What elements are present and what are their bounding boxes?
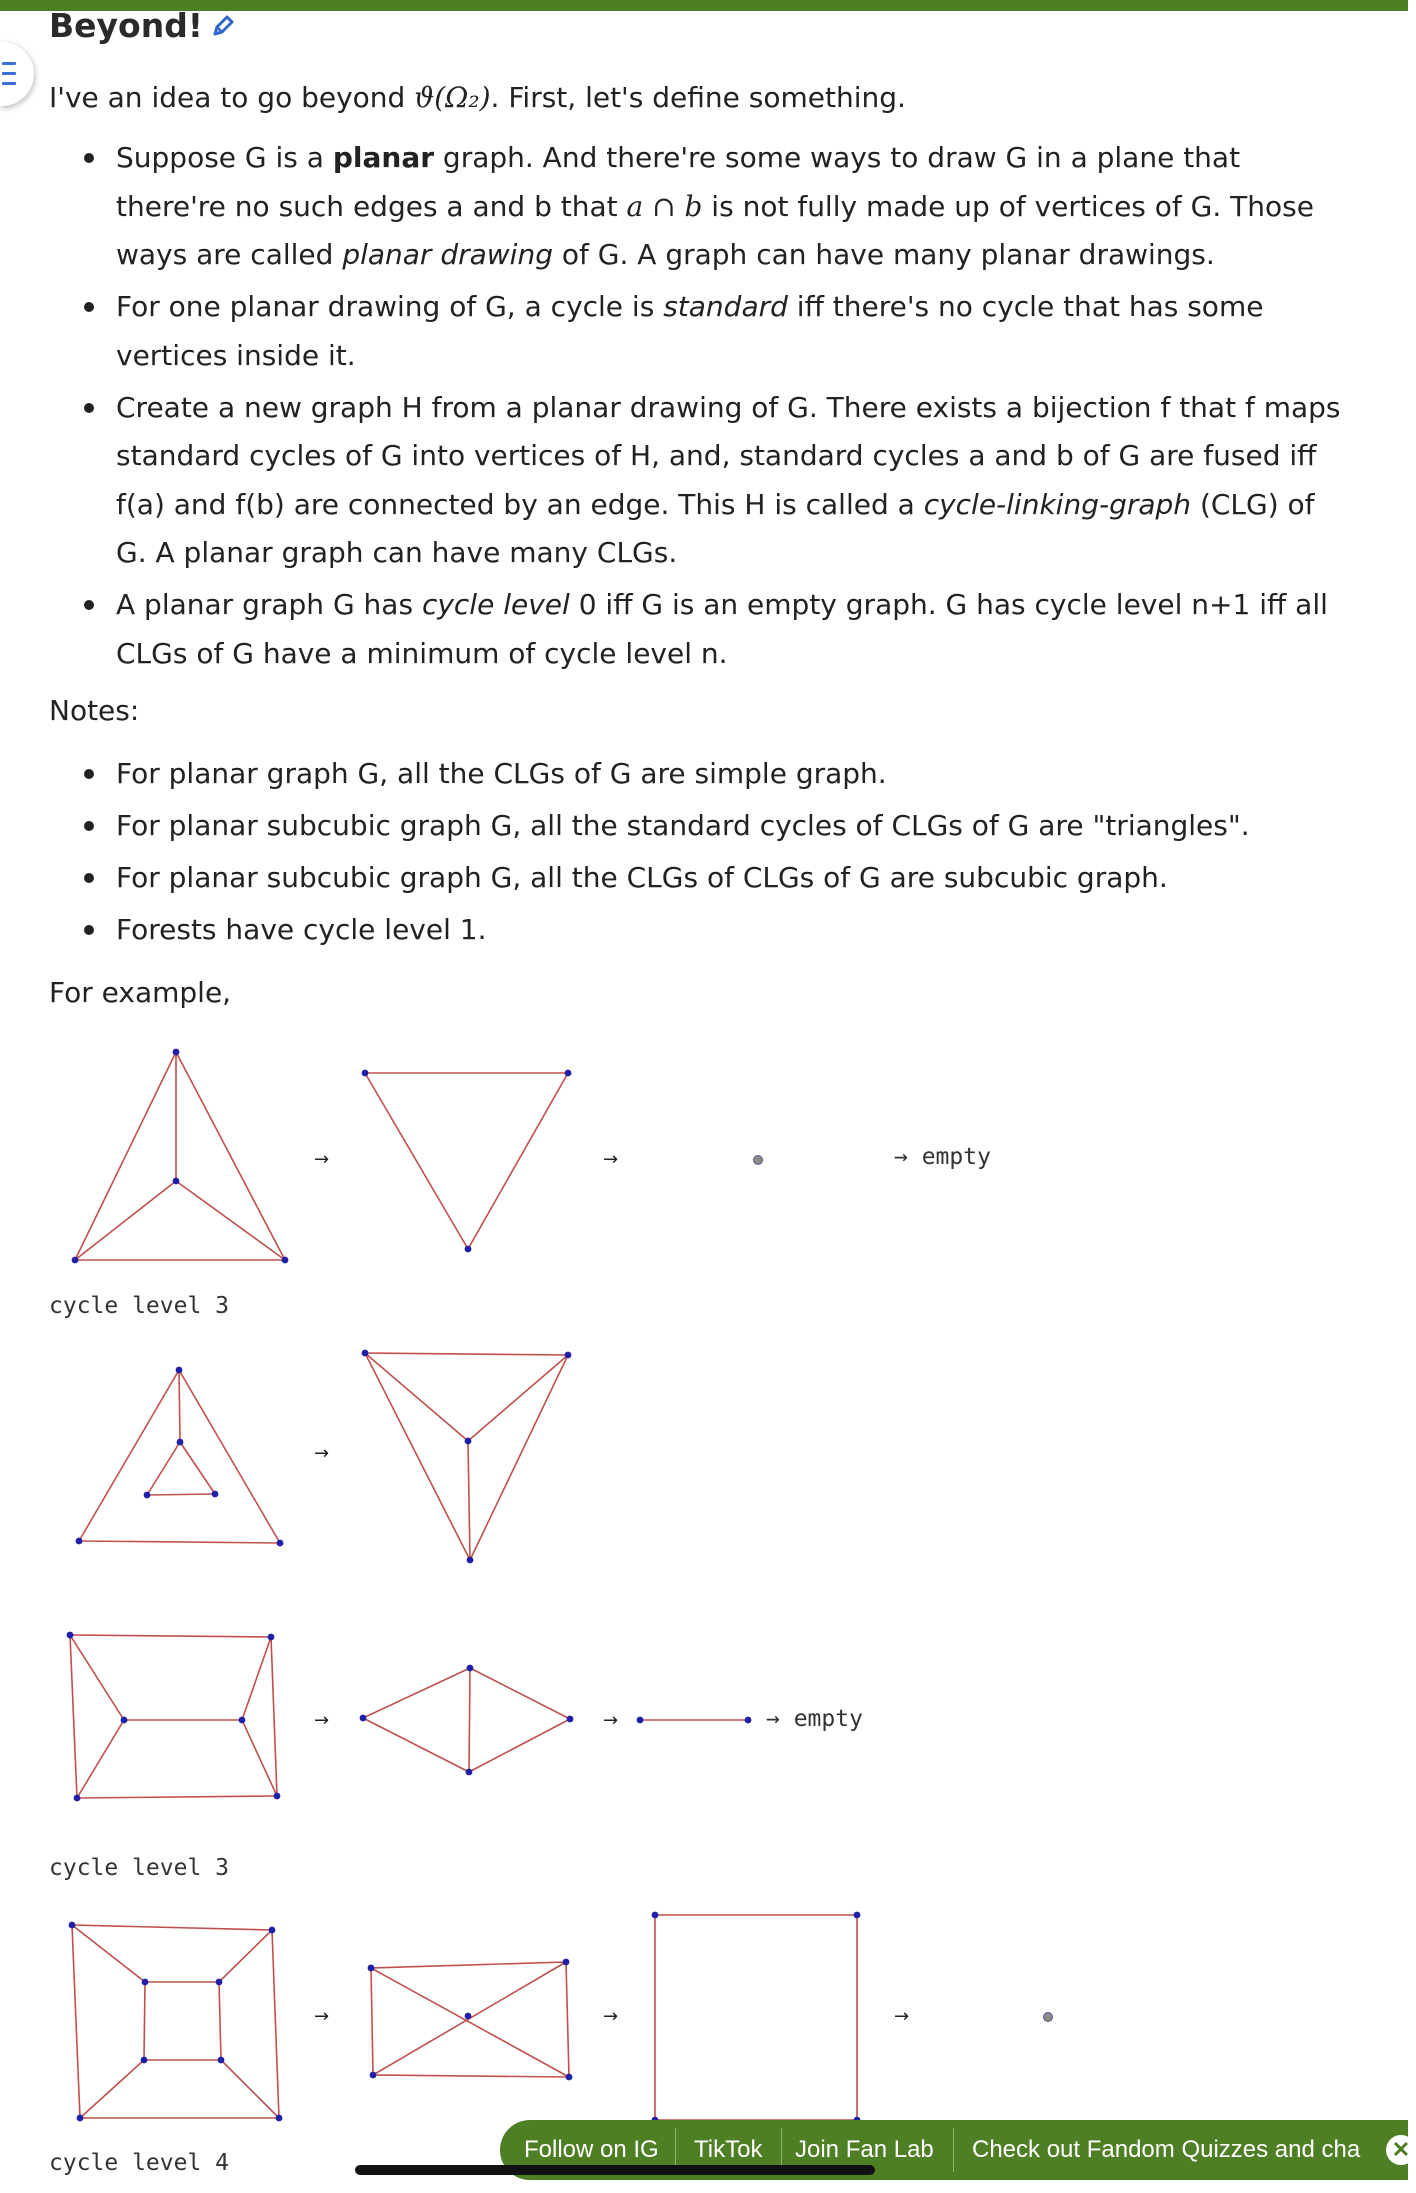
graph-edge	[365, 1353, 568, 1355]
definition-text: Suppose G is a	[116, 141, 333, 174]
graph-edge	[79, 1541, 280, 1543]
definition-text: 0 iff G is an empty graph. G has cycle level n+1 iff all CLGs of G have a minimum of cycle level n.	[116, 588, 1328, 670]
graph-vertex	[465, 1438, 472, 1445]
definition-text: cycle-linking-graph	[923, 487, 1192, 521]
definition-text: planar	[332, 141, 435, 174]
note-item: For planar graph G, all the CLGs of G are simple graph.	[49, 750, 1349, 799]
graph-edge	[75, 1181, 176, 1260]
arrow-4: →	[314, 1710, 330, 1731]
single-vertex-graphs	[754, 1156, 1053, 2022]
graph-edge	[566, 1962, 569, 2077]
arrow-8: →	[894, 2006, 910, 2027]
graph-edge	[176, 1181, 285, 1260]
graph-vertex	[563, 1959, 570, 1966]
graph-edge	[70, 1635, 77, 1798]
graph-vertex	[465, 2013, 472, 2020]
graph-edge	[363, 1718, 469, 1772]
graph-vertex	[466, 1769, 473, 1776]
promo-separator	[953, 2128, 954, 2172]
definition-text: graph. And there're some ways to draw G in a plane that there're no such edges a and b that	[116, 141, 1241, 223]
graph-edge	[365, 1353, 470, 1560]
graph-edge	[373, 2075, 569, 2077]
graph-edge	[219, 1930, 272, 1982]
graph-vertex	[745, 1717, 752, 1724]
definition-text: (CLG) of G. A planar graph can have many CLGs.	[116, 487, 1315, 569]
graph-edge	[77, 1796, 277, 1798]
graph-edge	[468, 1355, 568, 1441]
graph-vertex	[652, 1912, 659, 1919]
follow-ig-link[interactable]: Follow on IG	[524, 2136, 659, 2163]
arrow-1: →	[314, 1149, 330, 1170]
graph-vertex	[566, 2074, 573, 2081]
graph-vertex	[269, 1927, 276, 1934]
arrow-6: →	[314, 2006, 330, 2027]
graph-vertex	[144, 1492, 151, 1499]
graph-vertex	[274, 1793, 281, 1800]
graph-edge	[221, 2060, 279, 2118]
definition-text: Create a new graph H from a planar drawing of G. There exists a bijection f that f maps standard cycles of G into vertices of H, and, standard cycles a and b of G are fused iff f(a) and f(b) are connected by an edge. This H is called a	[116, 390, 1341, 521]
graph-vertex	[216, 1979, 223, 1986]
graph-edge	[179, 1370, 180, 1442]
single-vertex	[754, 1156, 763, 1165]
empty-label-1: → empty	[894, 1144, 991, 1170]
graph-vertex	[141, 2057, 148, 2064]
graph-edge	[179, 1370, 280, 1543]
graph-edge	[79, 1370, 179, 1541]
definition-text: For one planar drawing of G, a cycle is	[116, 290, 664, 323]
graph-edge	[147, 1494, 215, 1495]
graph-vertex	[177, 1439, 184, 1446]
graph-vertices	[67, 1049, 861, 2124]
notes-heading: Notes:	[49, 694, 140, 727]
arrow-2: →	[603, 1149, 619, 1170]
graph-vertex	[72, 1257, 79, 1264]
graph-edge	[75, 1052, 176, 1260]
graph-vertex	[74, 1795, 81, 1802]
fan-lab-link[interactable]: Join Fan Lab	[795, 2136, 934, 2163]
graph-edge	[180, 1442, 215, 1494]
graph-edge	[77, 1720, 124, 1798]
graph-edge	[470, 1355, 568, 1560]
graph-vertex	[368, 1965, 375, 1972]
graph-vertex	[142, 1979, 149, 1986]
cycle-level-label-1: cycle level 3	[49, 1293, 230, 1319]
graph-edge	[70, 1635, 271, 1637]
definition-text: iff there's no cycle that has some vertices inside it.	[116, 290, 1264, 372]
graph-vertex	[282, 1257, 289, 1264]
graph-vertex	[121, 1717, 128, 1724]
graph-edge	[176, 1052, 285, 1260]
graph-vertex	[854, 1912, 861, 1919]
graph-vertex	[362, 1350, 369, 1357]
graph-vertex	[218, 2057, 225, 2064]
cycle-level-label-3: cycle level 4	[49, 2150, 230, 2176]
arrow-5: →	[603, 1710, 619, 1731]
graph-vertex	[173, 1178, 180, 1185]
graph-vertex	[276, 2115, 283, 2122]
page-title: Beyond!	[49, 6, 203, 45]
fandom-quizzes-link[interactable]: Check out Fandom Quizzes and cha	[972, 2136, 1361, 2163]
single-vertex	[1044, 2013, 1053, 2022]
graph-vertex	[565, 1070, 572, 1077]
intro-text-end: . First, let's define something.	[490, 81, 906, 114]
graph-edge	[469, 1668, 470, 1772]
empty-label-2: → empty	[766, 1706, 863, 1732]
definition-text: is not fully made up of vertices of G. Those ways are called	[116, 189, 1314, 271]
tiktok-link[interactable]: TikTok	[694, 2136, 763, 2163]
definition-text: A planar graph G has	[116, 588, 422, 621]
intro-text: I've an idea to go beyond	[49, 81, 415, 114]
note-item: For planar subcubic graph G, all the CLGs of CLGs of G are subcubic graph.	[49, 854, 1349, 903]
graph-edge	[371, 1962, 566, 1968]
graph-vertex	[77, 2115, 84, 2122]
graph-vertex	[176, 1367, 183, 1374]
close-icon[interactable]: ✕	[1386, 2135, 1416, 2165]
home-indicator	[355, 2165, 875, 2175]
graph-edge	[469, 1719, 570, 1772]
graph-edge	[72, 1925, 272, 1930]
intro-math: ϑ(Ω₂)	[414, 81, 491, 114]
example-heading: For example,	[49, 976, 232, 1009]
definition-text: standard	[663, 290, 788, 323]
graph-vertex	[67, 1632, 74, 1639]
arrow-3: →	[314, 1443, 330, 1464]
graph-vertex	[239, 1717, 246, 1724]
graph-edge	[72, 1925, 145, 1982]
graph-vertex	[360, 1715, 367, 1722]
graph-vertex	[467, 1665, 474, 1672]
graph-edge	[144, 1982, 145, 2060]
graph-edge	[468, 1441, 470, 1560]
graph-edge	[72, 1925, 80, 2118]
definition-text: of G. A graph can have many planar drawings.	[552, 238, 1215, 271]
graph-vertex	[565, 1352, 572, 1359]
graph-vertex	[76, 1538, 83, 1545]
graph-edge	[219, 1982, 221, 2060]
graph-vertex	[268, 1634, 275, 1641]
graph-edge	[147, 1442, 180, 1495]
graph-edge	[365, 1073, 468, 1249]
graph-edges	[70, 1052, 857, 2120]
graph-vertex	[467, 1557, 474, 1564]
graph-vertex	[370, 2072, 377, 2079]
graph-vertex	[277, 1540, 284, 1547]
graph-edge	[272, 1930, 279, 2118]
graph-vertex	[212, 1491, 219, 1498]
cycle-level-label-2: cycle level 3	[49, 1855, 230, 1881]
note-item: Forests have cycle level 1.	[49, 906, 1349, 955]
graph-edge	[80, 2060, 144, 2118]
graph-vertex	[362, 1070, 369, 1077]
graph-edge	[242, 1720, 277, 1796]
graph-edge	[70, 1635, 124, 1720]
graph-vertex	[567, 1716, 574, 1723]
graph-edge	[271, 1637, 277, 1796]
graph-edge	[363, 1668, 470, 1718]
definition-text: cycle level	[421, 588, 570, 621]
graph-edge	[470, 1668, 570, 1719]
graph-edge	[371, 1968, 373, 2075]
graph-vertex	[637, 1717, 644, 1724]
definition-text: planar drawing	[342, 238, 553, 271]
graph-edge	[365, 1353, 468, 1441]
inline-math: a ∩ b	[626, 189, 703, 223]
graph-vertex	[465, 1246, 472, 1253]
graph-edge	[468, 1073, 568, 1249]
graph-vertex	[173, 1049, 180, 1056]
graph-vertex	[69, 1922, 76, 1929]
graph-edge	[242, 1637, 271, 1720]
graph-edge	[371, 1968, 569, 2077]
note-item: For planar subcubic graph G, all the standard cycles of CLGs of G are "triangles".	[49, 802, 1349, 851]
arrow-7: →	[603, 2006, 619, 2027]
